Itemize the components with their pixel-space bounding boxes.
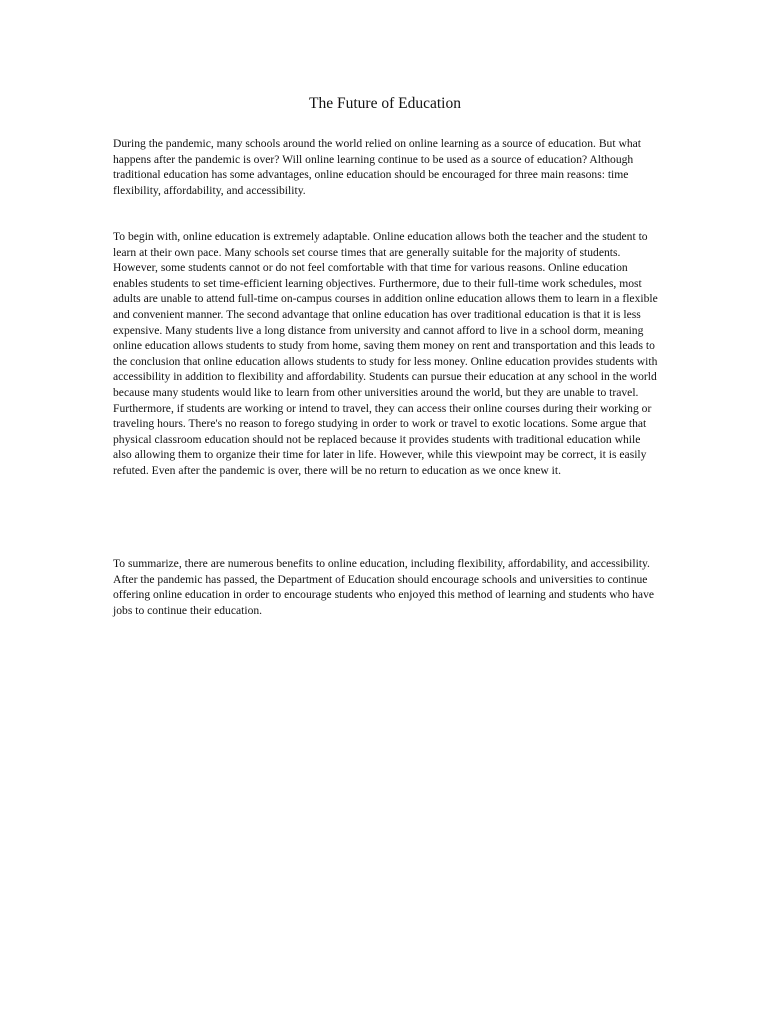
intro-paragraph: During the pandemic, many schools around the world relied on online learning as a source of education. But what happens after the pandemic is over? Will online learning continue to be used as a source of education? Although traditional education has some advantages, online education should be encouraged for three main reasons: time flexibility, affordability, and accessibility. [113,137,642,197]
document-title: The Future of Education [309,95,461,112]
body-paragraph: To begin with, online education is extremely adaptable. Online education allows both the teacher and the student to learn at their own pace. Many schools set course times that are generally suitable for the majority of students. However, some students cannot or do not feel comfortable with that time for various reasons. Online education enables students to set time-efficient learning objectives. Furthermore, due to their full-time work schedules, most adults are unable to attend full-time on-campus courses in addition online education allows them to learn in a flexible and convenient manner. The second advantage that online education has over traditional education is that it is less expensive. Many students live a long distance from university and cannot afford to live in a school dorm, meaning online education allows students to study from home, saving them money on rent and transportation and this leads to the conclusion that online education allows students to study for less money. Online education provides students with accessibility in addition to flexibility and affordability. Students can pursue their education at any school in the world because many students would like to learn from other universities around the world, but they are unable to travel. Furthermore, if students are working or intend to travel, they can access their online courses during their working or traveling hours. There's no reason to forego studying in order to work or travel to exotic locations. Some argue that physical classroom education should not be replaced because it provides students with traditional education while also allowing them to organize their time for later in life. However, while this viewpoint may be correct, it is easily refuted. Even after the pandemic is over, there will be no return to education as we once knew it. [113,230,658,477]
conclusion-paragraph: To summarize, there are numerous benefits to online education, including flexibility, affordability, and accessibility. After the pandemic has passed, the Department of Education should encourage schools and universities to continue offering online education in order to encourage students who enjoyed this method of learning and students who have jobs to continue their education. [113,557,655,617]
